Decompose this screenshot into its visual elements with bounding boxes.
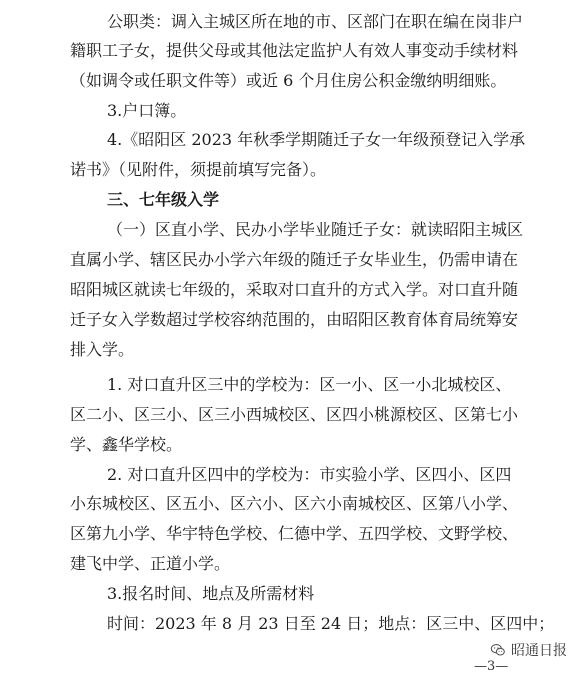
- text-line: 建飞中学、正道小学。: [70, 554, 231, 573]
- text-line: 区第九小学、华宇特色学校、仁德中学、五四学校、文野学校、: [70, 524, 519, 543]
- text-line: 3.户口簿。: [107, 101, 187, 120]
- text-line: 时间：2023 年 8 月 23 日至 24 日；地点：区三中、区四中；: [107, 614, 555, 633]
- text-line: 迁子女入学数超过学校容纳范围的，由昭阳区教育体育局统筹安: [70, 310, 519, 329]
- section-heading: 三、七年级入学: [107, 190, 220, 209]
- wechat-icon: [490, 642, 506, 658]
- text-line: 直属小学、辖区民办小学六年级的随迁子女毕业生，仍需申请在: [70, 250, 519, 269]
- text-line: 区二小、区三小、区三小西城校区、区四小桃源校区、区第七小: [70, 405, 519, 424]
- text-line: （如调令或任职文件等）或近 6 个月住房公积金缴纳明细账。: [70, 71, 507, 90]
- page-number: —3—: [474, 659, 509, 674]
- watermark-text: 昭通日报: [511, 643, 567, 659]
- text-line: 昭阳城区就读七年级的，采取对口直升的方式入学。对口直升随: [70, 280, 519, 299]
- text-line: 诺书》（见附件，须提前填写完备）。: [70, 160, 327, 179]
- text-line: 公职类：调入主城区所在地的市、区部门在职在编在岗非户: [107, 12, 524, 31]
- text-line: 3.报名时间、地点及所需材料: [107, 584, 315, 603]
- text-line: 小东城校区、区五小、区六小、区六小南城校区、区第八小学、: [70, 494, 519, 513]
- watermark: [490, 639, 567, 661]
- text-line: （一）区直小学、民办小学毕业随迁子女：就读昭阳主城区: [107, 220, 524, 239]
- text-line: 4.《昭阳区 2023 年秋季学期随迁子女一年级预登记入学承: [107, 130, 526, 149]
- text-line: 1. 对口直升区三中的学校为：区一小、区一小北城校区、: [107, 375, 512, 394]
- text-line: 籍职工子女，提供父母或其他法定监护人有效人事变动手续材料: [70, 41, 519, 60]
- text-line: 学、鑫华学校。: [70, 435, 183, 454]
- text-line: 2. 对口直升区四中的学校为：市实验小学、区四小、区四: [107, 465, 512, 484]
- text-line: 排入学。: [70, 340, 135, 359]
